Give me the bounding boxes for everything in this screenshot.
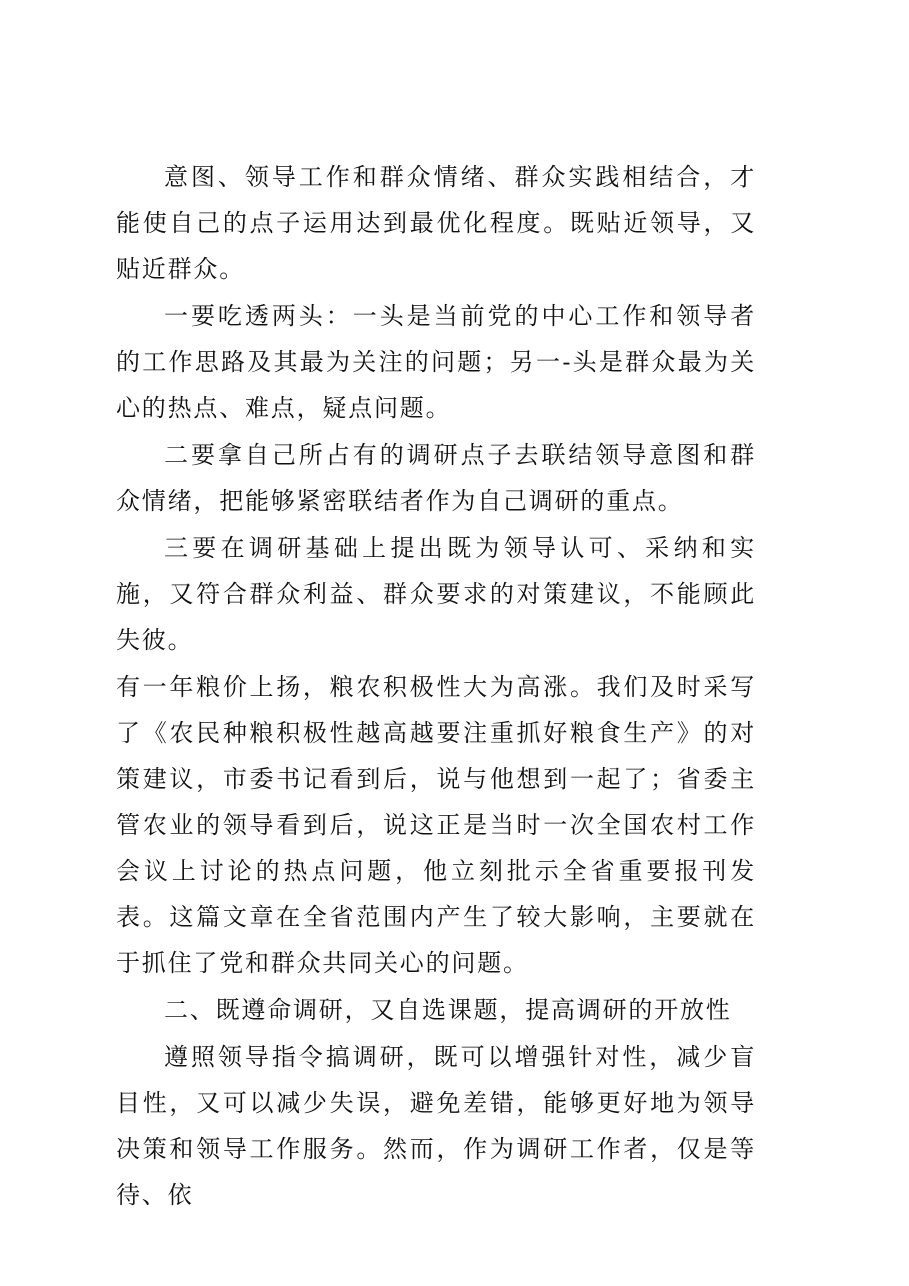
paragraph-section-two-body: 遵照领导指令搞调研，既可以增强针对性，减少盲目性，又可以减少失误，避免差错，能够更好地为领导决策和领导工作服务。然而，作为调研工作者，仅是等待、依 <box>116 1043 756 1209</box>
paragraph-point-three: 三要在调研基础上提出既为领导认可、采纳和实施，又符合群众利益、群众要求的对策建议，不能顾此失彼。 <box>116 534 756 654</box>
section-heading-two: 二、既遵命调研，又自选课题，提高调研的开放性 <box>164 996 732 1024</box>
paragraph-point-one: 一要吃透两头：一头是当前党的中心工作和领导者的工作思路及其最为关注的问题；另一-头是群众最为关心的热点、难点，疑点问题。 <box>116 302 756 422</box>
document-body <box>116 154 756 1218</box>
paragraph-example: 有一年粮价上扬，粮农积极性大为高涨。我们及时采写了《农民种粮积极性越高越要注重抓好粮食生产》的对策建议，市委书记看到后，说与他想到一起了；省委主管农业的领导看到后，说这正是当时一次全国农村工作会议上讨论的热点问题，他立刻批示全省重要报刊发表。这篇文章在全省范围内产生了较大影响，主要就在于抓住了党和群众共同关心的问题。 <box>116 673 756 977</box>
paragraph-intro: 意图、领导工作和群众情绪、群众实践相结合，才能使自己的点子运用达到最优化程度。既贴近领导，又贴近群众。 <box>116 163 756 283</box>
paragraph-point-two: 二要拿自己所占有的调研点子去联结领导意图和群众情绪，把能够紧密联结者作为自己调研的重点。 <box>116 441 756 515</box>
